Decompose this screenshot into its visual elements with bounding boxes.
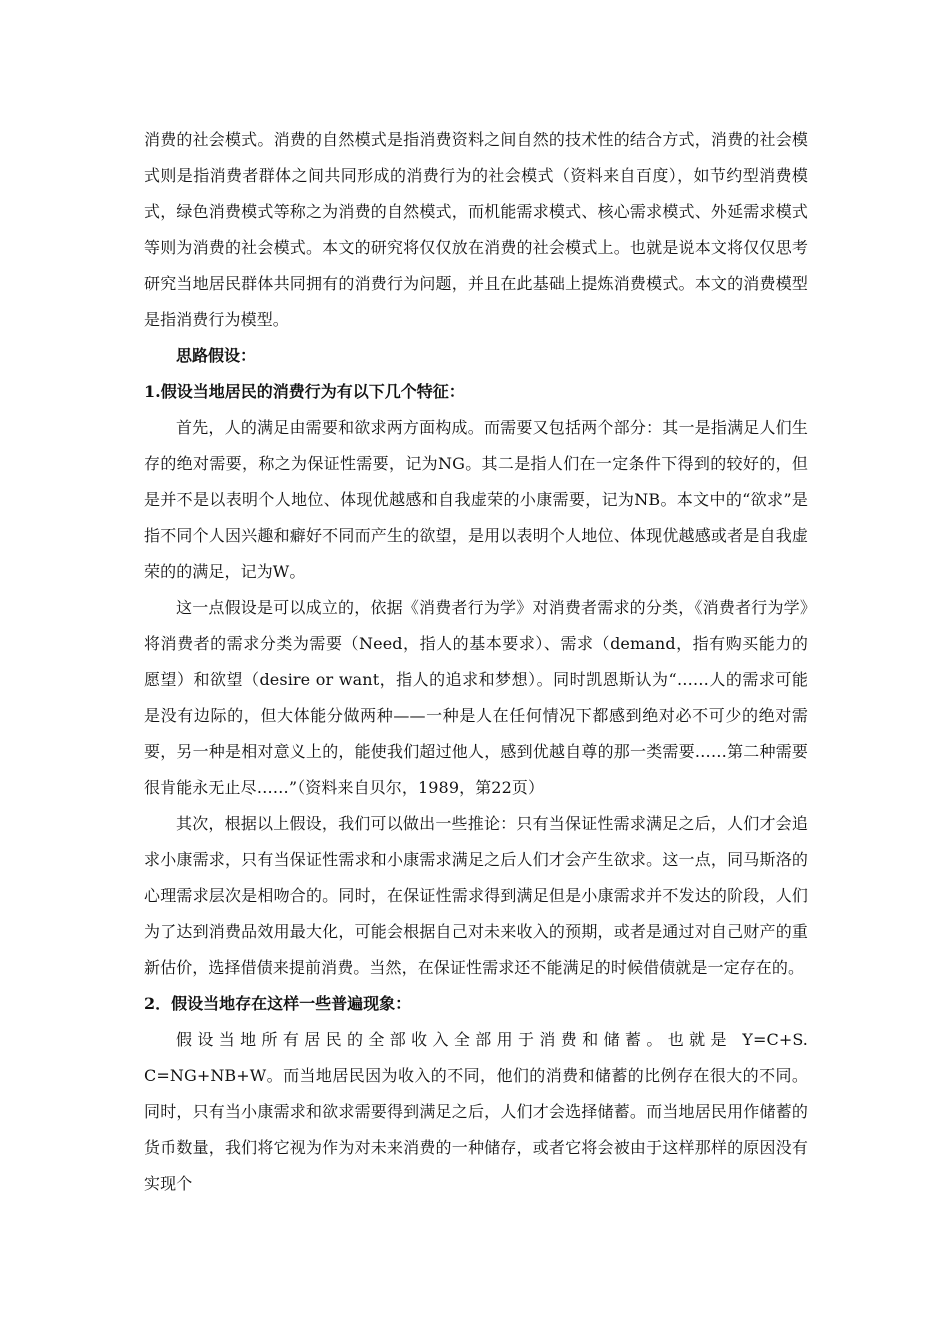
- paragraph-income-allocation: 假设当地所有居民的全部收入全部用于消费和储蓄。也就是 Y=C+S. C=NG+NB+W。而当地居民因为收入的不同，他们的消费和储蓄的比例存在很大的不同。同时，只有当小康需求和欲求需要得到满足之后，人们才会选择储蓄。而当地居民用作储蓄的货币数量，我们将它视为作为对未来消费的一种储存，或者它将会被由于这样那样的原因没有实现个: [144, 1030, 808, 1193]
- paragraph-consumption-modes: 消费的社会模式。消费的自然模式是指消费资料之间自然的技术性的结合方式，消费的社会模式则是指消费者群体之间共同形成的消费行为的社会模式（资料来自百度），如节约型消费模式，绿色消费模式等称之为消费的自然模式，而机能需求模式、核心需求模式、外延需求模式等则为消费的社会模式。本文的研究将仅仅放在消费的社会模式上。也就是说本文将仅仅思考研究当地居民群体共同拥有的消费行为问题，并且在此基础上提炼消费模式。本文的消费模型是指消费行为模型。: [144, 130, 808, 329]
- paragraph-needs-definition: 首先，人的满足由需要和欲求两方面构成。而需要又包括两个部分：其一是指满足人们生存的绝对需要，称之为保证性需要，记为NG。其二是指人们在一定条件下得到的较好的，但是并不是以表明个人地位、体现优越感和自我虚荣的小康需要，记为NB。本文中的“欲求”是指不同个人因兴趣和癖好不同而产生的欲望，是用以表明个人地位、体现优越感或者是自我虚荣的的满足，记为W。: [144, 418, 808, 581]
- heading-hypotheses: 思路假设：: [176, 346, 257, 365]
- heading-hypothesis-2: 2．假设当地存在这样一些普遍现象：: [144, 994, 412, 1013]
- paragraph-assumption-basis: 这一点假设是可以成立的，依据《消费者行为学》对消费者需求的分类，《消费者行为学》将消费者的需求分类为需要（Need，指人的基本要求）、需求（demand，指有购买能力的愿望）和欲望（desire or want，指人的追求和梦想）。同时凯恩斯认为“……人的需求可能是没有边际的，但大体能分做两种——一种是人在任何情况下都感到绝对必不可少的绝对需要，另一种是相对意义上的，能使我们超过他人，感到优越自尊的那一类需要……第二种需要很肯能永无止尽……”（资料来自贝尔，1989，第22页）: [144, 598, 808, 797]
- paragraph-inference: 其次，根据以上假设，我们可以做出一些推论：只有当保证性需求满足之后，人们才会追求小康需求，只有当保证性需求和小康需求满足之后人们才会产生欲求。这一点，同马斯洛的心理需求层次是相吻合的。同时，在保证性需求得到满足但是小康需求并不发达的阶段，人们为了达到消费品效用最大化，可能会根据自己对未来收入的预期，或者是通过对自己财产的重新估价，选择借债来提前消费。当然，在保证性需求还不能满足的时候借债就是一定存在的。: [144, 814, 808, 977]
- heading-hypothesis-1: 1.假设当地居民的消费行为有以下几个特征：: [144, 382, 465, 401]
- document-body: [144, 122, 808, 1202]
